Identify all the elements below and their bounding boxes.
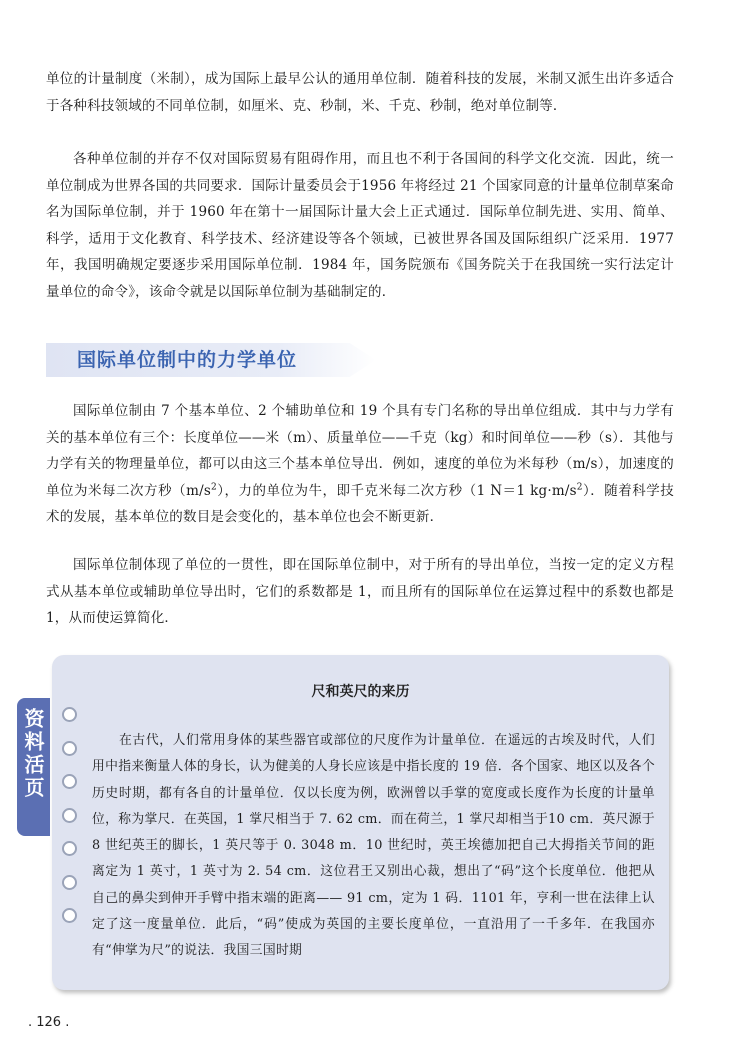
sidebar-tab-label: 资料活页 xyxy=(21,708,45,800)
binder-ring-icon xyxy=(62,875,77,890)
page-number: . 126 . xyxy=(28,1015,70,1030)
binder-ring-icon xyxy=(62,808,77,823)
info-box-title: 尺和英尺的来历 xyxy=(311,684,410,700)
info-box-text: 在古代，人们常用身体的某些器官或部位的尺度作为计量单位．在遥远的古埃及时代，人们用中指来衡量人体的身长，认为健美的人身长应该是中指长度的 19 倍．各个国家、地区以及各个历史时期，都有各自的计量单位．仅以长度为例，欧洲曾以手掌的宽度或长度作为长度的计量单位，称为掌尺．在英国，1 掌尺相当于 7. 62 cm．而在荷兰，1 掌尺却相当于10 cm．英尺源于 8 世纪英王的脚长，1 英尺等于 0. 3048 m．10 世纪时，英王埃德加把自己大拇指关节间的距离定为 1 英寸，1 英寸为 2. 54 cm．这位君王又别出心裁，想出了“码”这个长度单位．他把从自己的鼻尖到伸开手臂中指末端的距离—— 91 cm，定为 1 码．1101 年，亨利一世在法律上认定了这一度量单位．此后，“码”使成为英国的主要长度单位，一直沿用了一千多年．在我国亦有“伸掌为尺”的说法．我国三国时期 xyxy=(92,733,655,959)
intro-paragraph-1: 单位的计量制度（米制），成为国际上最早公认的通用单位制．随着科技的发展，米制又派生出许多适合于各种科技领域的不同单位制，如厘米、克、秒制，米、千克、秒制，绝对单位制等． xyxy=(46,71,674,114)
section-paragraph-1: 国际单位制由 7 个基本单位、2 个辅助单位和 19 个具有专门名称的导出单位组成．其中与力学有关的基本单位有三个：长度单位——米（m）、质量单位——千克（kg）和时间单位——秒（s）．其他与力学有关的物理量单位，都可以由这三个基本单位导出．例如，速度的单位为米每秒（m/s），加速度的单位为米每二次方秒$(m/s^2)$，力的单位为牛，即千克米每二次方秒（1 N＝1 $kg\cdot m/s^2$）．随着科学技术的发展，基本单位的数目是会变化的，基本单位也会不断更新． xyxy=(46,403,674,525)
binder-ring-icon xyxy=(62,707,77,722)
intro-paragraph-2: 各种单位制的并存不仅对国际贸易有阻碍作用，而且也不利于各国间的科学文化交流．因此，统一单位制成为世界各国的共同要求．国际计量委员会于1956 年将经过 21 个国家同意的计量单位制草案命名为国际单位制，并于 1960 年在第十一届国际计量大会上正式通过．国际单位制先进、实用、简单、科学，适用于文化教育、科学技术、经济建设等各个领域，已被世界各国及国际组织广泛采用．1977 年，我国明确规定要逐步采用国际单位制．1984 年，国务院颁布《国务院关于在我国统一实行法定计量单位的命令》，该命令就是以国际单位制为基础制定的． xyxy=(46,151,674,300)
binder-ring-icon xyxy=(62,908,77,923)
binder-ring-icon xyxy=(62,841,77,856)
section-title: 国际单位制中的力学单位 xyxy=(77,349,298,371)
binder-ring-icon xyxy=(62,741,77,756)
binder-ring-icon xyxy=(62,774,77,789)
section-paragraph-2: 国际单位制体现了单位的一贯性，即在国际单位制中，对于所有的导出单位，当按一定的定义方程式从基本单位或辅助单位导出时，它们的系数都是 1，而且所有的国际单位在运算过程中的系数也都是 1，从而使运算简化． xyxy=(46,557,674,626)
